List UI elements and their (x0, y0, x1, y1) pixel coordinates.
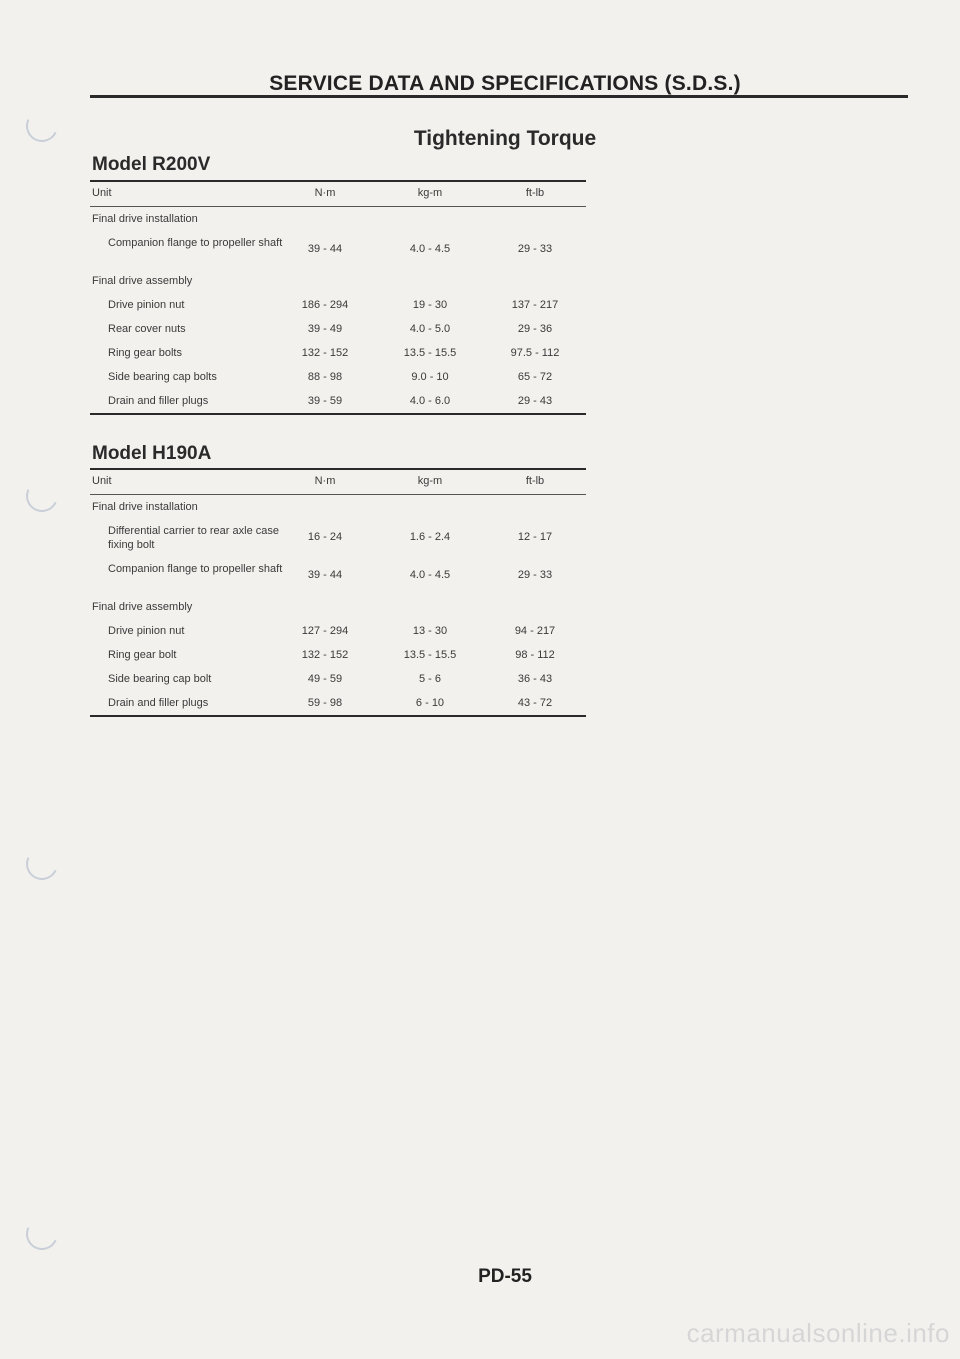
row-label: Drain and filler plugs (108, 697, 209, 709)
row-label: Side bearing cap bolt (108, 673, 212, 685)
table-row (90, 643, 586, 667)
value-nm: 39 - 59 (307, 395, 343, 407)
model-title-h190a: Model H190A (92, 443, 212, 464)
row-label: Differential carrier to rear axle case fixing bolt (108, 525, 279, 551)
value-nm: 132 - 152 (301, 649, 349, 661)
value-kgm: 13.5 - 15.5 (403, 649, 457, 661)
value-kgm: 6 - 10 (415, 697, 445, 709)
row-label: Companion flange to propeller shaft (108, 237, 283, 249)
value-kgm: 4.0 - 6.0 (409, 395, 451, 407)
column-header-nm: N·m (314, 475, 336, 487)
table-row (90, 293, 586, 317)
value-nm: 132 - 152 (301, 347, 349, 359)
group-label: Final drive installation (92, 213, 198, 225)
value-ftlb: 29 - 36 (517, 323, 553, 335)
model-title-r200v: Model R200V (92, 154, 211, 175)
table-group-row (90, 495, 586, 519)
table-row (90, 365, 586, 389)
value-nm: 186 - 294 (301, 299, 349, 311)
punch-hole-mark (21, 1213, 62, 1254)
table-row (90, 519, 586, 557)
value-kgm: 19 - 30 (412, 299, 448, 311)
section-title: Tightening Torque (413, 127, 597, 150)
value-ftlb: 137 - 217 (511, 299, 559, 311)
row-label: Drain and filler plugs (108, 395, 209, 407)
table-row (90, 389, 586, 413)
value-ftlb: 94 - 217 (514, 625, 556, 637)
table-bottom-rule (90, 715, 586, 717)
table-group-row (90, 269, 586, 293)
table-bottom-rule (90, 413, 586, 415)
value-kgm: 4.0 - 5.0 (409, 323, 451, 335)
value-ftlb: 36 - 43 (517, 673, 553, 685)
value-nm: 49 - 59 (307, 673, 343, 685)
row-label: Side bearing cap bolts (108, 371, 217, 383)
punch-hole-mark (21, 475, 62, 516)
header-rule (90, 95, 908, 98)
value-ftlb: 43 - 72 (517, 697, 553, 709)
row-label: Companion flange to propeller shaft (108, 563, 283, 575)
watermark-text: carmanualsonline.info (686, 1318, 950, 1348)
row-label: Drive pinion nut (108, 299, 185, 311)
table-header-row (90, 470, 586, 494)
value-nm: 16 - 24 (307, 531, 343, 543)
value-nm: 39 - 44 (307, 243, 343, 255)
value-ftlb: 65 - 72 (517, 371, 553, 383)
value-ftlb: 29 - 33 (517, 243, 553, 255)
value-ftlb: 12 - 17 (517, 531, 553, 543)
value-kgm: 13 - 30 (412, 625, 448, 637)
table-row (90, 619, 586, 643)
value-ftlb: 98 - 112 (515, 649, 555, 661)
value-kgm: 9.0 - 10 (411, 371, 449, 383)
value-nm: 39 - 49 (307, 323, 343, 335)
punch-hole-mark (21, 843, 62, 884)
table-row (90, 341, 586, 365)
table-group-row (90, 595, 586, 619)
column-header-kgm: kg-m (417, 187, 443, 199)
value-nm: 39 - 44 (307, 569, 343, 581)
page-number: PD-55 (478, 1266, 532, 1287)
value-kgm: 1.6 - 2.4 (409, 531, 451, 543)
row-label: Drive pinion nut (108, 625, 185, 637)
column-header-ftlb: ft-lb (525, 187, 545, 199)
row-label: Ring gear bolts (108, 347, 182, 359)
page-header-title: SERVICE DATA AND SPECIFICATIONS (S.D.S.) (269, 72, 741, 95)
column-header-nm: N·m (314, 187, 336, 199)
column-header-kgm: kg-m (417, 475, 443, 487)
column-header-ftlb: ft-lb (525, 475, 545, 487)
row-label: Rear cover nuts (108, 323, 186, 335)
group-label: Final drive assembly (92, 275, 193, 287)
value-kgm: 13.5 - 15.5 (403, 347, 457, 359)
row-label: Ring gear bolt (108, 649, 177, 661)
table-row (90, 557, 586, 595)
column-header-unit: Unit (92, 475, 112, 487)
value-kgm: 4.0 - 4.5 (409, 569, 451, 581)
torque-table-r200v (90, 180, 586, 415)
table-group-row (90, 207, 586, 231)
value-kgm: 4.0 - 4.5 (409, 243, 451, 255)
table-row (90, 667, 586, 691)
value-nm: 127 - 294 (301, 625, 349, 637)
group-label: Final drive installation (92, 501, 198, 513)
table-row (90, 317, 586, 341)
value-nm: 59 - 98 (307, 697, 343, 709)
table-row (90, 691, 586, 715)
table-header-row (90, 182, 586, 206)
table-row (90, 231, 586, 269)
value-nm: 88 - 98 (307, 371, 343, 383)
column-header-unit: Unit (92, 187, 112, 199)
value-ftlb: 29 - 43 (517, 395, 553, 407)
torque-table-h190a (90, 468, 586, 717)
value-ftlb: 29 - 33 (517, 569, 553, 581)
group-label: Final drive assembly (92, 601, 193, 613)
value-kgm: 5 - 6 (418, 673, 441, 685)
value-ftlb: 97.5 - 112 (510, 347, 560, 359)
